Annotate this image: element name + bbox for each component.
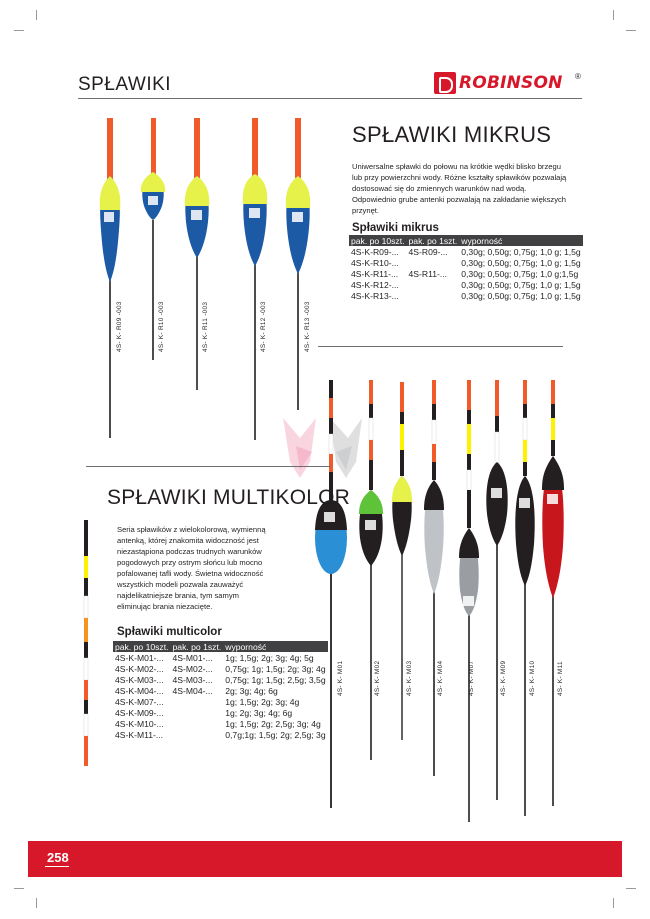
table-cell: 1g; 1,5g; 2g; 2,5g; 3g; 4g bbox=[225, 718, 321, 729]
table-row bbox=[113, 652, 328, 663]
table-cell: 4S-M02-... bbox=[172, 663, 213, 674]
table-row bbox=[349, 268, 583, 279]
column-header: wyporność bbox=[223, 641, 327, 652]
table-cell: 0,30g; 0,50g; 0,75g; 1,0 g; 1,5g bbox=[461, 257, 581, 268]
table-row bbox=[113, 674, 328, 685]
float-label: 4S- K- M04 bbox=[437, 660, 444, 696]
table-header-row bbox=[113, 641, 328, 652]
float-label: 4S- K- M02 bbox=[374, 660, 381, 696]
mikrus-heading: SPŁAWIKI MIKRUS bbox=[352, 122, 552, 147]
section-title: SPŁAWIKI bbox=[78, 74, 172, 95]
table-cell: 0,30g; 0,50g; 0,75g; 1,0 g; 1,5g bbox=[461, 246, 581, 257]
multikolor-float-m02 bbox=[359, 380, 383, 760]
multikolor-float-m10 bbox=[515, 380, 534, 816]
multikolor-heading: SPŁAWIKI MULTIKOLOR bbox=[107, 486, 351, 509]
table-cell: 4S-K-R12-... bbox=[351, 279, 399, 290]
float-label: 4S- K- R13 -003 bbox=[304, 301, 311, 352]
table-cell bbox=[171, 707, 224, 718]
float-label: 4S- K- M11 bbox=[557, 661, 564, 696]
brand-registered: ® bbox=[575, 72, 581, 81]
column-header: wyporność bbox=[459, 235, 582, 246]
table-cell: 4S-K-M01-... bbox=[115, 652, 164, 663]
table-cell: 0,30g; 0,50g; 0,75g; 1,0 g; 1,5g bbox=[461, 290, 581, 301]
page-number: 258 bbox=[47, 850, 69, 865]
page-number-underline bbox=[45, 866, 69, 867]
table-cell: 4S-M01-... bbox=[172, 652, 213, 663]
float-label: 4S- K- M09 bbox=[500, 660, 507, 696]
column-header: pak. po 1szt. bbox=[172, 641, 222, 652]
table-row bbox=[113, 663, 328, 674]
table-cell: 4S-M03-... bbox=[172, 674, 213, 685]
section-divider bbox=[318, 346, 563, 347]
float-label: 4S- K- R09 -003 bbox=[116, 301, 123, 352]
table-cell: 4S-R11-... bbox=[408, 268, 448, 279]
table-cell bbox=[171, 718, 224, 729]
table-cell bbox=[171, 696, 224, 707]
multikolor-float-m04 bbox=[424, 380, 444, 776]
float-label: 4S- K- R11 -003 bbox=[202, 301, 209, 352]
float-label: 4S- K- R12 -003 bbox=[260, 301, 267, 352]
table-row bbox=[349, 290, 583, 301]
float-label: 4S- K- M07 bbox=[468, 660, 475, 696]
float-label: 4S- K- M01 bbox=[337, 660, 344, 696]
table-row bbox=[113, 707, 328, 718]
float-label: 4S- K- M10 bbox=[529, 660, 536, 696]
multikolor-table-title: Spławiki multicolor bbox=[117, 626, 222, 638]
mikrus-float-r13 bbox=[286, 118, 310, 410]
table-row bbox=[349, 279, 583, 290]
column-header: pak. po 10szt. bbox=[351, 235, 405, 246]
multikolor-float-m11 bbox=[542, 380, 564, 806]
float-label: 4S- K- M03 bbox=[406, 660, 413, 696]
table-cell: 4S-K-M07-... bbox=[115, 696, 164, 707]
table-cell: 4S-K-M04-... bbox=[115, 685, 164, 696]
table-cell bbox=[407, 290, 460, 301]
table-cell: 4S-M04-... bbox=[172, 685, 213, 696]
mikrus-description: Uniwersalne spławki do połowu na krótkie wędki blisko brzegu lub przy powierzchni wody. Różne kształty spławików pozwalają dostosować się do zmiennych warunków nad wodą. Odpowiednio grube antenki pozwalają na zakładanie większych przynęt. bbox=[352, 162, 567, 215]
table-cell: 0,75g; 1g; 1,5g; 2,5g; 3,5g bbox=[225, 674, 326, 685]
table-cell: 0,7g;1g; 1,5g; 2g; 2,5g; 3g bbox=[225, 729, 326, 740]
table-header-row bbox=[349, 235, 583, 246]
column-header: pak. po 10szt. bbox=[115, 641, 169, 652]
table-cell: 4S-K-M11-... bbox=[115, 729, 164, 740]
table-cell: 4S-K-R13-... bbox=[351, 290, 399, 301]
table-row bbox=[349, 246, 583, 257]
multikolor-float-m09 bbox=[486, 380, 507, 800]
mikrus-float-r09 bbox=[100, 118, 121, 438]
table-cell: 4S-K-M10-... bbox=[115, 718, 164, 729]
table-cell: 1g; 2g; 3g; 4g; 6g bbox=[225, 707, 293, 718]
column-header: pak. po 1szt. bbox=[408, 235, 458, 246]
mikrus-table bbox=[349, 235, 583, 301]
table-cell: 0,30g; 0,50g; 0,75g; 1,0 g;1,5g bbox=[461, 268, 579, 279]
table-cell: 1g; 1,5g; 2g; 3g; 4g; 5g bbox=[225, 652, 314, 663]
table-cell bbox=[407, 257, 460, 268]
table-cell bbox=[171, 729, 224, 740]
table-cell: 4S-K-R11-... bbox=[351, 268, 399, 279]
table-cell: 1g; 1,5g; 2g; 3g; 4g bbox=[225, 696, 300, 707]
table-row bbox=[113, 718, 328, 729]
mikrus-float-r12 bbox=[243, 118, 267, 440]
multikolor-table bbox=[113, 641, 328, 740]
section-divider bbox=[86, 466, 331, 467]
brand-name: ROBINSON bbox=[459, 73, 563, 93]
multikolor-float-m07 bbox=[459, 380, 479, 822]
table-cell: 4S-R09-... bbox=[408, 246, 448, 257]
table-row bbox=[113, 685, 328, 696]
table-row bbox=[113, 696, 328, 707]
table-row bbox=[113, 729, 328, 740]
mikrus-table-title: Spławiki mikrus bbox=[352, 222, 439, 234]
float-label: 4S- K- R10 -003 bbox=[158, 301, 165, 352]
table-cell: 0,75g; 1g; 1,5g; 2g; 3g; 4g bbox=[225, 663, 326, 674]
footer-bar bbox=[28, 841, 622, 877]
table-cell: 4S-K-R10-... bbox=[351, 257, 399, 268]
table-row bbox=[349, 257, 583, 268]
multicolor-antenna bbox=[84, 520, 88, 766]
table-cell: 0,30g; 0,50g; 0,75g; 1,0 g; 1,5g bbox=[461, 279, 581, 290]
fox-watermark-icon bbox=[283, 418, 362, 478]
table-cell bbox=[407, 279, 460, 290]
table-cell: 4S-K-M02-... bbox=[115, 663, 164, 674]
table-cell: 2g; 3g; 4g; 6g bbox=[225, 685, 278, 696]
table-cell: 4S-K-M03-... bbox=[115, 674, 164, 685]
table-cell: 4S-K-R09-... bbox=[351, 246, 399, 257]
table-cell: 4S-K-M09-... bbox=[115, 707, 164, 718]
multikolor-description: Seria spławików z wielokolorową, wymienną antenką, której znakomita widoczność jest niezastąpiona podczas trudnych warunków pogodowych przy ostrym słońcu lub mocno pofalowanej tafli wody. Świetna widoczność wszystkich modeli pozwala zauważyć najdelikatniejsze brania, tym samym eliminując brania niezacięte. bbox=[117, 525, 266, 611]
